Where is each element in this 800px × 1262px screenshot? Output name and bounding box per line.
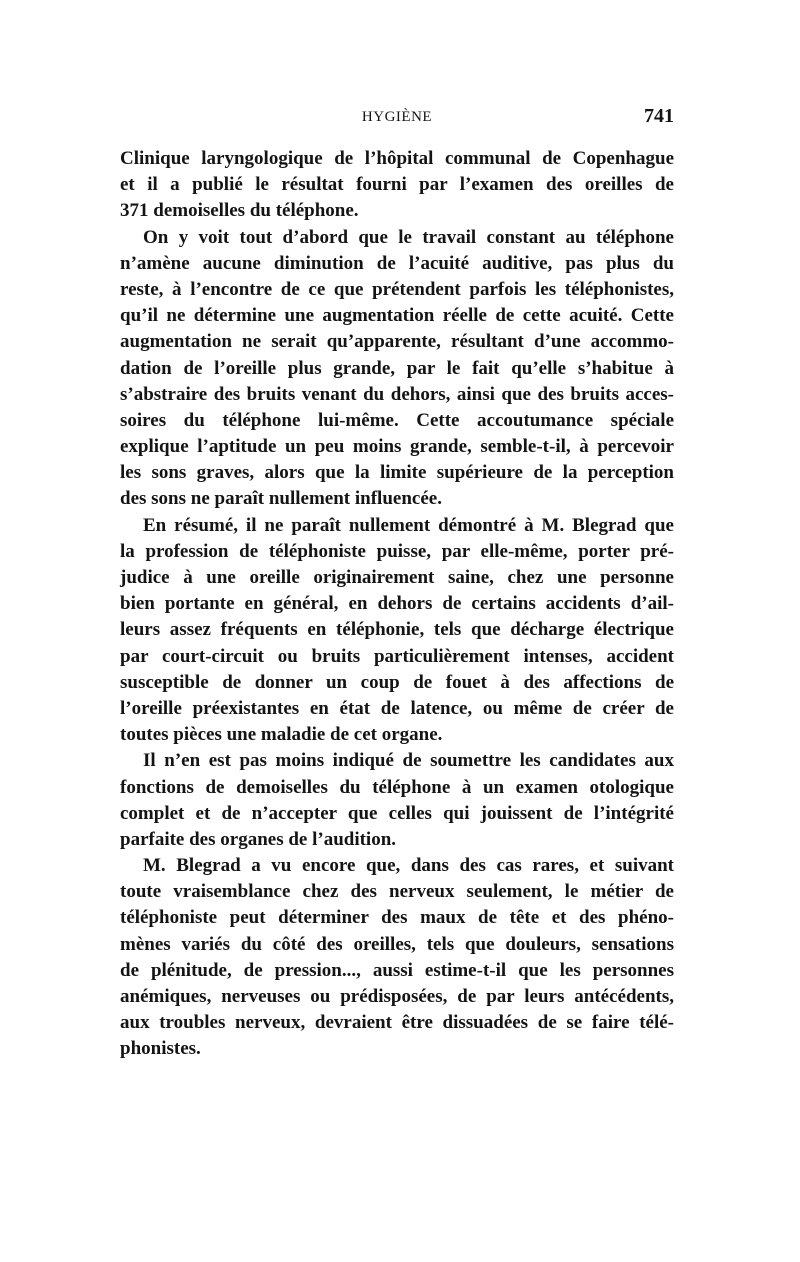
text-line: explique l’aptitude un peu moins grande, semble-t-il, à percevoir bbox=[120, 436, 674, 458]
text-line: reste, à l’encontre de ce que prétendent parfois les téléphonistes, bbox=[120, 278, 674, 300]
text-line: par court-circuit ou bruits particulièrement intenses, accident bbox=[120, 645, 674, 667]
text-line: bien portante en général, en dehors de certains accidents d’ail- bbox=[120, 593, 674, 615]
text-line: judice à une oreille originairement saine, chez une personne bbox=[120, 567, 674, 588]
text-line: phonistes. bbox=[120, 1038, 201, 1060]
running-head bbox=[120, 105, 674, 135]
text-line: M. Blegrad a vu encore que, dans des cas rares, et suivant bbox=[143, 855, 674, 877]
text-line: Clinique laryngologique de l’hôpital communal de Copenhague bbox=[120, 148, 674, 169]
text-line: dation de l’oreille plus grande, par le fait qu’elle s’habitue à bbox=[120, 357, 674, 379]
text-line: toute vraisemblance chez des nerveux seulement, le métier de bbox=[120, 881, 674, 903]
text-line: 371 demoiselles du téléphone. bbox=[120, 200, 359, 222]
text-line: soires du téléphone lui-même. Cette accoutumance spéciale bbox=[120, 409, 674, 431]
text-line: augmentation ne serait qu’apparente, résultant d’une accommo- bbox=[120, 331, 674, 353]
text-line: complet et de n’accepter que celles qui jouissent de l’intégrité bbox=[120, 802, 674, 824]
text-line: s’abstraire des bruits venant du dehors, ainsi que des bruits acces- bbox=[120, 383, 674, 405]
body-text bbox=[120, 146, 674, 1063]
text-line: fonctions de demoiselles du téléphone à un examen otologique bbox=[120, 776, 674, 798]
text-line: des sons ne paraît nullement influencée. bbox=[120, 488, 442, 510]
text-line: de plénitude, de pression..., aussi estime-t-il que les personnes bbox=[120, 959, 674, 981]
text-line: l’oreille préexistantes en état de latence, ou même de créer de bbox=[120, 697, 674, 719]
text-line: n’amène aucune diminution de l’acuité auditive, pas plus du bbox=[120, 252, 674, 274]
text-line: leurs assez fréquents en téléphonie, tels que décharge électrique bbox=[120, 619, 674, 641]
running-title: HYGIÈNE bbox=[361, 109, 433, 125]
text-line: parfaite des organes de l’audition. bbox=[120, 828, 397, 850]
text-line: anémiques, nerveuses ou prédisposées, de par leurs antécédents, bbox=[120, 986, 674, 1007]
text-line: susceptible de donner un coup de fouet à des affections de bbox=[120, 671, 674, 693]
text-line: téléphoniste peut déterminer des maux de tête et des phéno- bbox=[120, 907, 674, 929]
text-line: aux troubles nerveux, devraient être dissuadées de se faire télé- bbox=[120, 1012, 674, 1034]
text-line: En résumé, il ne paraît nullement démontré à M. Blegrad que bbox=[143, 514, 674, 536]
text-line: On y voit tout d’abord que le travail constant au téléphone bbox=[143, 226, 674, 248]
text-line: et il a publié le résultat fourni par l’examen des oreilles de bbox=[120, 174, 674, 196]
text-line: qu’il ne détermine une augmentation réelle de cette acuité. Cette bbox=[120, 305, 674, 327]
text-line: la profession de téléphoniste puisse, par elle-même, porter pré- bbox=[120, 540, 674, 562]
text-line: les sons graves, alors que la limite supérieure de la perception bbox=[120, 462, 674, 484]
text-line: Il n’en est pas moins indiqué de soumettre les candidates aux bbox=[143, 750, 674, 772]
page-number: 741 bbox=[644, 105, 674, 127]
text-line: mènes variés du côté des oreilles, tels que douleurs, sensations bbox=[120, 933, 674, 955]
text-line: toutes pièces une maladie de cet organe. bbox=[120, 724, 443, 746]
